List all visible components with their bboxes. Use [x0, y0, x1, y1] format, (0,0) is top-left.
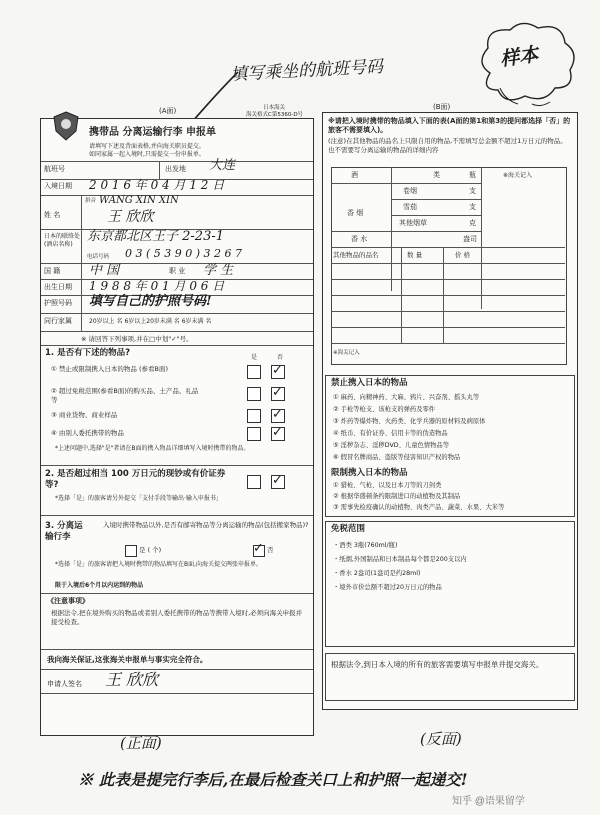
duty-free-title: 免税范围: [331, 524, 366, 534]
companions-label: 同行家属: [44, 317, 72, 325]
occupation-value: 学 生: [203, 263, 234, 278]
other-header-name: 其他物品的品名: [333, 251, 379, 259]
instruction-1: 请填写下述及背面表格,并向海关职员提交。: [89, 143, 205, 150]
back-side-label: (反面): [420, 730, 462, 748]
check-mark-icon: ✓: [272, 425, 283, 440]
notice-title: 《注意事项》: [47, 597, 89, 605]
front-side-label: (正面): [120, 734, 162, 752]
prohibited-item-1: ① 麻药、向精神药、大麻、鸦片、兴奋剂、摇头丸等: [333, 394, 480, 401]
q1-item-3: ③ 商业货物、商业样品: [51, 411, 118, 419]
q1-item2-yes-checkbox[interactable]: [247, 387, 261, 401]
prohibited-item-4: ④ 纸币、有价证券、信用卡等的伪造物品: [333, 430, 448, 437]
q1-no-header: 否: [277, 354, 284, 361]
perfume-unit: 盎司: [463, 235, 477, 243]
customs-header-1: 日本海关: [263, 105, 286, 111]
duty-free-item-2: ・纸烟,外国制品和日本制品每个都是200支以内: [333, 556, 467, 563]
q1-note: *上述问题中,选择"是"者请在B面的携入物品详细填写入境时携带的物品。: [55, 445, 250, 452]
pinyin-label: 拼音: [85, 198, 97, 204]
table-header-liquor: 酒: [351, 171, 358, 179]
top-handwritten-note: 填写乘坐的航班号码: [229, 57, 384, 85]
birth-label: 出生日期: [44, 283, 72, 291]
signature-value: 王 欣欣: [105, 670, 159, 689]
departure-label: 出发地: [165, 165, 186, 173]
signature-label: 申请人签名: [47, 680, 82, 688]
name-label: 姓 名: [44, 211, 61, 219]
bottom-handwritten-note: ※ 此表是提完行李后,在最后检查关口上和护照一起递交!: [78, 770, 468, 789]
departure-value: 大连: [209, 158, 236, 173]
back-footer: 根据法令,到日本入境的所有的旅客需要填写申报单并提交海关。: [331, 660, 544, 669]
prohibited-item-3: ③ 炸药等爆炸物、火药类、化学兵器的原材料及病原体: [333, 418, 486, 425]
pinyin-value: WANG XIN XIN: [99, 195, 179, 206]
entry-date-value: 2 0 1 6 年 0 4 月 1 2 日: [89, 178, 225, 192]
back-intro: ※请把入境时携带的物品填入下面的表(A面的第1和第3的提问都选择「否」的旅客不需要填入)。: [328, 117, 571, 134]
q3-note-2: 限于入境后6个月以内运到的物品: [55, 582, 144, 589]
side-b-label: (B面): [433, 103, 451, 111]
birth-value: 1 9 8 8 年 0 1 月 0 6 日: [89, 279, 225, 293]
back-intro-note: (注意)在其他物品的品名上只限自用的物品,不需填写总金额不超过1万日元的物品。也不需要写分离运输的物品的详细内容: [328, 137, 567, 154]
q1-item1-yes-checkbox[interactable]: [247, 365, 261, 379]
entry-date-label: 入境日期: [44, 182, 72, 190]
instruction-2: 如同家属一起入境时,只需提交一份申报单。: [89, 151, 205, 158]
check-mark-icon: ✓: [272, 385, 283, 400]
notice-text: 根据法令,把在境外购买的物品或者别人委托携带的物品等携带入境时,必须向海关申报并接受检查。: [51, 609, 303, 626]
customs-header-2: 海关格式C第5360-D号: [246, 112, 304, 118]
q3-no-label: 否: [267, 546, 274, 554]
tobacco-other-unit: 克: [469, 219, 476, 227]
q3-desc: 入境时携带物品以外,是否有邮寄物品等分离运输的物品(包括搬家物品)?: [103, 521, 309, 529]
q2-yes-checkbox[interactable]: [247, 475, 261, 489]
name-value: 王 欣欣: [107, 209, 154, 225]
declaration-front-side: [40, 105, 314, 736]
q1-yes-header: 是: [251, 354, 258, 361]
other-header-qty: 数 量: [407, 251, 423, 259]
phone-value: 0 3 ( 5 3 9 0 ) 3 2 6 7: [125, 247, 243, 260]
restricted-title: 限制携入日本的物品: [331, 468, 408, 478]
sample-stamp-text: 样本: [498, 43, 540, 71]
perfume-label: 香 水: [351, 235, 368, 243]
customs-emblem-icon: [53, 111, 79, 141]
pledge-text: 我向海关保证,这张海关申报单与事实完全符合。: [47, 655, 208, 664]
q3-title: 3. 分离运输行李: [45, 521, 83, 542]
customs-note: ※海关记入: [333, 350, 360, 356]
check-mark-icon: ✓: [253, 541, 264, 556]
q2-note: *选择「是」的旅客请另外提交「支付手段等输出·输入申报书」: [55, 495, 222, 502]
restricted-item-1: ① 猎枪、气枪、以及日本刀等的刀剑类: [333, 482, 442, 489]
form-title: 携带品 分离运输行李 申报单: [89, 127, 216, 138]
tobacco-cigar: 雪茄: [403, 203, 417, 211]
restricted-item-2: ② 根据华盛顿条约限制进口的动植物及其制品: [333, 493, 461, 500]
occupation-label: 职 业: [169, 267, 186, 275]
q1-item-1: ① 禁止或限制携入日本的物品 (参看B面): [51, 365, 168, 373]
watermark: 知乎 @语果留学: [452, 796, 525, 807]
q3-yes-label: 是 ( 个): [139, 546, 162, 554]
declaration-back-side: [322, 103, 578, 710]
tobacco-cigarette-unit: 支: [469, 187, 476, 195]
duty-free-item-4: ・境外市价总额不超过20万日元的物品: [333, 584, 442, 591]
q1-item3-yes-checkbox[interactable]: [247, 409, 261, 423]
q1-item4-yes-checkbox[interactable]: [247, 427, 261, 441]
companions-text: 20岁以上 名 6岁以上20岁未满 名 6岁未满 名: [89, 318, 212, 325]
phone-label: 电话号码: [87, 254, 110, 260]
q1-title: 1. 是否有下述的物品?: [45, 348, 131, 358]
passport-label: 护照号码: [44, 299, 72, 307]
check-mark-icon: ✓: [272, 363, 283, 378]
q3-note: *选择「是」的旅客请把入境时携带的物品填写在B面,向海关提交两张申报单。: [55, 561, 263, 568]
restricted-item-3: ③ 需事先检疫确认的动植物、肉类产品、蔬菜、水果、大米等: [333, 504, 505, 511]
table-header-customs: ※海关记入: [503, 172, 533, 179]
q3-yes-checkbox[interactable]: [125, 545, 137, 557]
questions-intro: ※ 请回答下列事项,并在□中划"✓"号。: [81, 335, 193, 343]
address-value: 东京都北区王子 2-23-1: [87, 229, 225, 244]
duty-free-item-3: ・香水 2盎司(1盎司是约28ml): [333, 570, 421, 577]
prohibited-item-6: ⑥ 假冒名牌商品、盗版等侵害知识产权的物品: [333, 454, 461, 461]
nationality-value: 中 国: [89, 263, 120, 278]
tobacco-cigarette: 卷烟: [403, 187, 417, 195]
q2-title: 2. 是否超过相当 100 万日元的现钞或有价证券等?: [45, 469, 226, 490]
q1-item-4: ④ 由别人委托携带的物品: [51, 429, 124, 437]
side-a-label: (A面): [159, 107, 177, 115]
tobacco-cigar-unit: 支: [469, 203, 476, 211]
nationality-label: 国 籍: [44, 267, 61, 275]
prohibited-item-5: ⑤ 淫秽杂志、淫秽DVD、儿童色情物品等: [333, 442, 449, 449]
table-header-type: 类: [433, 171, 440, 179]
prohibited-item-2: ② 手枪等枪支、该枪支的弹药及零件: [333, 406, 436, 413]
other-header-price: 价 格: [455, 251, 471, 259]
table-header-bottle: 瓶: [469, 171, 476, 179]
passport-value: 填写自己的护照号码!: [89, 294, 212, 309]
duty-free-item-1: ・酒类 3瓶(760ml/瓶): [333, 542, 398, 549]
tobacco-other: 其他烟草: [399, 219, 427, 227]
check-mark-icon: ✓: [272, 473, 283, 488]
address-label: 日本的联络处(酒店名称): [44, 233, 81, 248]
prohibited-title: 禁止携入日本的物品: [331, 378, 408, 388]
q1-item-2: ② 超过免税范围(参看B面)的购买品、土产品、礼品等: [51, 387, 199, 404]
tobacco-label: 香 烟: [347, 209, 364, 217]
check-mark-icon: ✓: [272, 407, 283, 422]
flight-label: 航班号: [44, 165, 65, 173]
